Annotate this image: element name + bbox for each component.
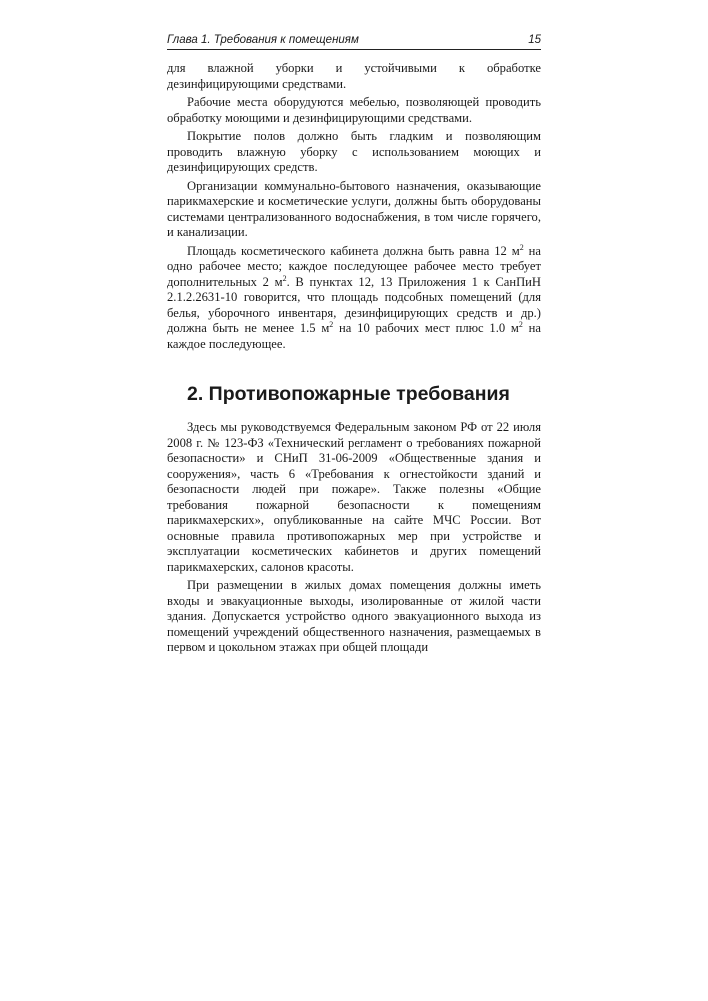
running-header xyxy=(167,32,541,50)
superscript-2: 2 xyxy=(329,320,334,329)
paragraph-water-supply: Организации коммунально-бытового назначения, оказывающие парикмахерские и косметические услуги, должны быть оборудованы системами централизованного водоснабжения, в том числе горячего, и канализации. xyxy=(167,178,541,239)
area-text-2: на одно рабочее место; каждое последующее рабочее место требует дополнительных 2 м xyxy=(167,243,542,289)
paragraph-area xyxy=(167,244,541,353)
area-text-3: . В пунктах 12, 13 Приложения 1 к СанПиН 2.1.2.2631-10 говорится, что площадь подсобных помещений (для белья, уборочного инвентаря, дезинфицирующих средств и др.) должна быть не менее 1.5 м xyxy=(167,274,541,335)
paragraph-continued: для влажной уборки и устойчивыми к обработке дезинфицирующими средствами. xyxy=(167,61,541,91)
page-number: 15 xyxy=(528,34,541,46)
page-body xyxy=(167,61,541,656)
area-text-4: на 10 рабочих мест плюс 1.0 м xyxy=(333,321,519,335)
superscript-2: 2 xyxy=(519,242,524,252)
paragraph-floor: Покрытие полов должно быть гладким и позволяющим проводить влажную уборку с использованием моющих и дезинфицирующих средств. xyxy=(167,129,541,174)
superscript-2: 2 xyxy=(518,320,523,329)
paragraph-residential-placement: При размещении в жилых домах помещения должны иметь входы и эвакуационные выходы, изолированные от жилой части здания. Допускается устройство одного эвакуационного выхода из помещений учреждений общественного назначения, размещаемых в первом и цокольном этажах при общей площади xyxy=(167,578,541,654)
paragraph-fire-regulations: Здесь мы руководствуемся Федеральным законом РФ от 22 июля 2008 г. № 123-ФЗ «Технический регламент о требованиях пожарной безопасности» и СНиП 31-06-2009 «Общественные здания и сооружения», часть 6 «Требования к огнестойкости зданий и безопасности людей при пожаре». Также полезны «Общие требования пожарной безопасности к помещениям парикмахерских», опубликованные на сайте МЧС России. Вот основные правила противопожарных мер при устройстве и эксплуатации косметических кабинетов и других помещений парикмахерских, салонов красоты. xyxy=(167,420,541,574)
area-text-5: на каждое последующее. xyxy=(167,321,541,351)
chapter-title: Глава 1. Требования к помещениям xyxy=(167,34,359,46)
superscript-2: 2 xyxy=(282,273,287,283)
section-heading: 2. Противопожарные требования xyxy=(187,383,510,405)
area-text-1: Площадь косметического кабинета должна быть равна 12 м xyxy=(187,243,520,258)
paragraph-furniture: Рабочие места оборудуются мебелью, позволяющей проводить обработку моющими и дезинфицирующими средствами. xyxy=(167,95,541,125)
